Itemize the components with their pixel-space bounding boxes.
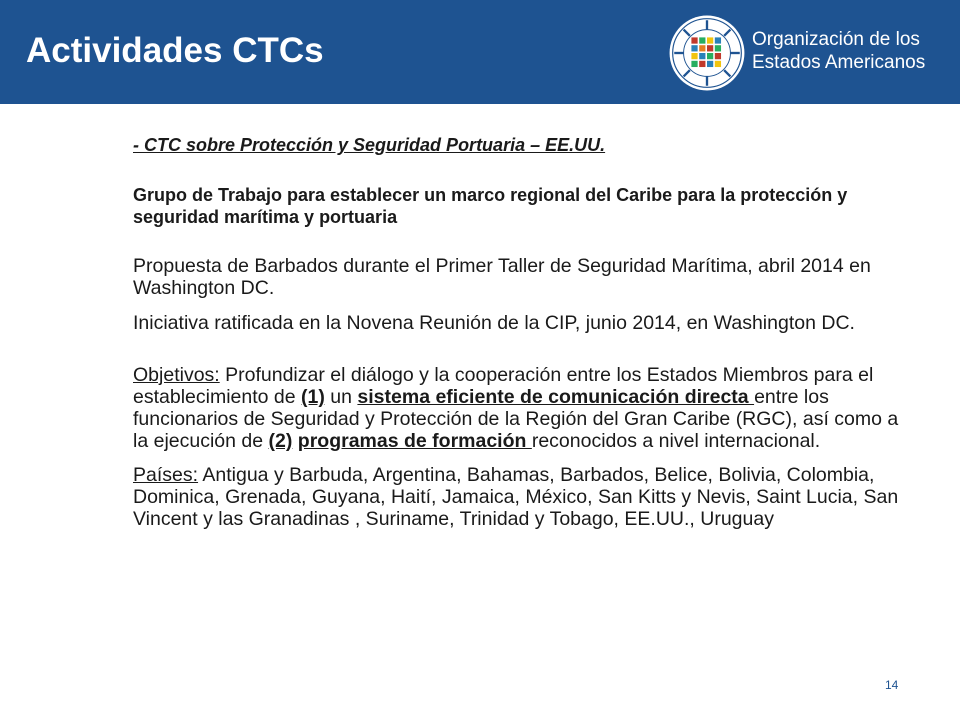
objective-1-number: (1)	[301, 386, 325, 408]
proposal-paragraph: Propuesta de Barbados durante el Primer Taller de Seguridad Marítima, abril 2014 en Washington DC.	[133, 255, 871, 299]
slide-content	[133, 134, 908, 530]
objective-1-text: sistema eficiente de comunicación directa	[357, 386, 755, 408]
objective-2-text: programas de formación	[297, 430, 532, 452]
oas-seal-icon	[668, 14, 746, 92]
objectives-paragraph: Objetivos: Profundizar el diálogo y la cooperación entre los Estados Miembros para el establecimiento de (1) un sistema eficiente de comunicación directa entre los funcionarios de Seguridad y Protección de la Región del Gran Caribe (RGC), así como a la ejecución de (2) programas de formación reconocidos a nivel internacional.	[133, 364, 899, 452]
objectives-label: Objetivos:	[133, 364, 220, 386]
initiative-paragraph: Iniciativa ratificada en la Novena Reunión de la CIP, junio 2014, en Washington DC.	[133, 312, 855, 334]
objective-2-number: (2)	[268, 430, 293, 452]
section-subtitle: - CTC sobre Protección y Seguridad Portuaria – EE.UU.	[133, 135, 606, 155]
organization-name	[752, 28, 925, 74]
header-bar	[0, 0, 960, 104]
page-number: 14	[885, 678, 899, 692]
countries-paragraph	[133, 464, 908, 530]
countries-list: Antigua y Barbuda, Argentina, Bahamas, Barbados, Belice, Bolivia, Colombia, Dominica, Grenada, Guyana, Haití, Jamaica, México, San Kitts y Nevis, Saint Lucia, San Vincent y las Granadinas , Suriname, Trinidad y Tobago, EE.UU., Uruguay	[133, 464, 899, 530]
slide-title: Actividades CTCs	[26, 31, 324, 70]
working-group-title: Grupo de Trabajo para establecer un marco regional del Caribe para la protección y seguridad marítima y portuaria	[133, 185, 848, 227]
org-name-line-2: Estados Americanos	[752, 52, 926, 73]
countries-label: Países:	[133, 464, 199, 486]
org-name-line-1: Organización de los	[752, 29, 920, 50]
